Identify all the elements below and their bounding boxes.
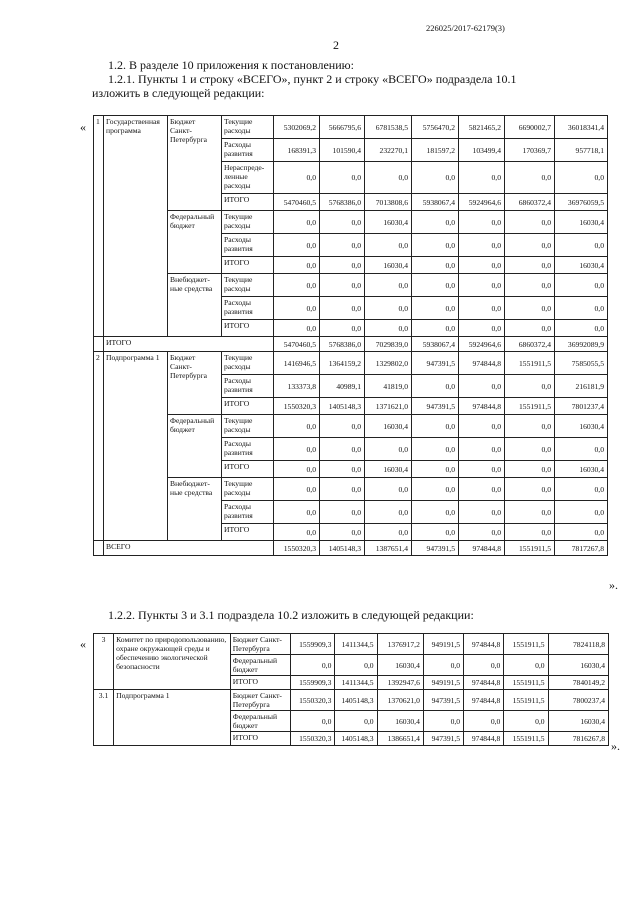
value-cell: 5756470,2 <box>412 116 459 139</box>
table-row <box>94 352 608 375</box>
value-cell: 1364159,2 <box>320 352 365 375</box>
value-cell: 1551911,5 <box>504 634 548 655</box>
value-cell: 0,0 <box>459 461 505 478</box>
closing-quote: ». <box>609 578 618 592</box>
value-cell: 0,0 <box>459 375 505 398</box>
budget-table-10-2 <box>93 633 609 746</box>
value-cell: 40989,1 <box>320 375 365 398</box>
value-cell: 0,0 <box>423 655 463 676</box>
value-cell: 0,0 <box>274 320 320 337</box>
value-cell: 947391,5 <box>412 398 459 415</box>
expense-type-cell: Бюджет Санкт-Петербурга <box>230 634 290 655</box>
value-cell: 0,0 <box>459 478 505 501</box>
table-row <box>94 274 608 297</box>
expense-type-cell: Текущие расходы <box>222 352 274 375</box>
value-cell: 0,0 <box>320 234 365 257</box>
document-number: 226025/2017-62179(3) <box>426 23 505 33</box>
value-cell: 0,0 <box>412 320 459 337</box>
value-cell: 6690002,7 <box>505 116 555 139</box>
value-cell: 1370621,0 <box>377 690 423 711</box>
value-cell: 1551911,5 <box>505 541 555 556</box>
value-cell: 0,0 <box>555 297 608 320</box>
value-cell: 0,0 <box>365 320 412 337</box>
value-cell: 5938067,4 <box>412 337 459 352</box>
expense-type-cell: Бюджет Санкт-Петербурга <box>230 690 290 711</box>
expense-type-cell: ИТОГО <box>222 194 274 211</box>
value-cell: 0,0 <box>459 501 505 524</box>
value-cell: 0,0 <box>365 274 412 297</box>
value-cell: 7840149,2 <box>548 676 608 690</box>
value-cell: 974844,8 <box>464 634 504 655</box>
value-cell: 5924964,6 <box>459 337 505 352</box>
value-cell: 0,0 <box>459 162 505 194</box>
value-cell: 170369,7 <box>505 139 555 162</box>
value-cell: 1405148,3 <box>320 398 365 415</box>
value-cell: 0,0 <box>412 257 459 274</box>
value-cell: 1387651,4 <box>365 541 412 556</box>
value-cell: 16030,4 <box>555 211 608 234</box>
value-cell: 6781538,5 <box>365 116 412 139</box>
value-cell: 947391,5 <box>423 690 463 711</box>
value-cell: 0,0 <box>365 524 412 541</box>
value-cell: 103499,4 <box>459 139 505 162</box>
value-cell: 947391,5 <box>412 352 459 375</box>
value-cell: 0,0 <box>505 297 555 320</box>
funding-source-cell: Бюджет Санкт-Петербурга <box>168 352 222 415</box>
expense-type-cell: ИТОГО <box>230 732 290 746</box>
value-cell: 7029839,0 <box>365 337 412 352</box>
value-cell: 0,0 <box>459 234 505 257</box>
value-cell: 0,0 <box>412 478 459 501</box>
value-cell: 36976059,5 <box>555 194 608 211</box>
value-cell: 0,0 <box>274 297 320 320</box>
opening-quote-2: « <box>80 637 86 651</box>
value-cell: 5470460,5 <box>274 194 320 211</box>
value-cell: 216181,9 <box>555 375 608 398</box>
value-cell: 0,0 <box>291 655 335 676</box>
value-cell: 7800237,4 <box>548 690 608 711</box>
program-name-cell: Подпрограмма 1 <box>104 352 168 541</box>
value-cell: 5768386,0 <box>320 194 365 211</box>
value-cell: 6860372,4 <box>505 337 555 352</box>
value-cell: 0,0 <box>320 415 365 438</box>
value-cell: 0,0 <box>555 234 608 257</box>
expense-type-cell: Расходы развития <box>222 234 274 257</box>
value-cell: 36992089,9 <box>555 337 608 352</box>
budget-table-10-1 <box>93 115 608 556</box>
value-cell: 0,0 <box>459 211 505 234</box>
value-cell: 0,0 <box>365 234 412 257</box>
value-cell: 0,0 <box>412 438 459 461</box>
empty-cell <box>94 541 104 556</box>
paragraph-1-2-1-continued: изложить в следующей редакции: <box>92 86 265 100</box>
value-cell: 0,0 <box>320 297 365 320</box>
value-cell: 0,0 <box>555 162 608 194</box>
funding-source-cell: Федеральный бюджет <box>168 211 222 274</box>
expense-type-cell: Расходы развития <box>222 375 274 398</box>
value-cell: 0,0 <box>555 524 608 541</box>
expense-type-cell: Расходы развития <box>222 297 274 320</box>
value-cell: 0,0 <box>320 274 365 297</box>
value-cell: 0,0 <box>505 501 555 524</box>
value-cell: 1405148,3 <box>320 541 365 556</box>
funding-source-cell: Федеральный бюджет <box>168 415 222 478</box>
value-cell: 947391,5 <box>412 541 459 556</box>
value-cell: 5938067,4 <box>412 194 459 211</box>
value-cell: 0,0 <box>555 478 608 501</box>
value-cell: 5821465,2 <box>459 116 505 139</box>
value-cell: 0,0 <box>320 501 365 524</box>
paragraph-1-2-1: 1.2.1. Пункты 1 и строку «ВСЕГО», пункт 2 и строку «ВСЕГО» подраздела 10.1 <box>108 72 517 86</box>
value-cell: 1550320,3 <box>291 732 335 746</box>
value-cell: 0,0 <box>412 375 459 398</box>
item-number-cell: 2 <box>94 352 104 541</box>
value-cell: 0,0 <box>335 655 377 676</box>
value-cell: 949191,5 <box>423 634 463 655</box>
expense-type-cell: ИТОГО <box>222 398 274 415</box>
value-cell: 0,0 <box>335 711 377 732</box>
table-row <box>94 478 608 501</box>
value-cell: 1550320,3 <box>274 541 320 556</box>
value-cell: 0,0 <box>412 234 459 257</box>
value-cell: 0,0 <box>365 501 412 524</box>
value-cell: 0,0 <box>320 257 365 274</box>
value-cell: 7824118,8 <box>548 634 608 655</box>
value-cell: 181597,2 <box>412 139 459 162</box>
value-cell: 5470460,5 <box>274 337 320 352</box>
value-cell: 0,0 <box>505 478 555 501</box>
value-cell: 0,0 <box>505 162 555 194</box>
value-cell: 0,0 <box>412 501 459 524</box>
table-row <box>94 116 608 139</box>
value-cell: 0,0 <box>274 478 320 501</box>
value-cell: 168391,3 <box>274 139 320 162</box>
value-cell: 0,0 <box>365 478 412 501</box>
expense-type-cell: Текущие расходы <box>222 415 274 438</box>
value-cell: 0,0 <box>459 297 505 320</box>
value-cell: 0,0 <box>423 711 463 732</box>
value-cell: 0,0 <box>459 524 505 541</box>
value-cell: 0,0 <box>320 211 365 234</box>
empty-cell <box>94 337 104 352</box>
value-cell: 1411344,5 <box>335 634 377 655</box>
value-cell: 974844,8 <box>464 690 504 711</box>
value-cell: 1405148,3 <box>335 732 377 746</box>
value-cell: 974844,8 <box>464 676 504 690</box>
value-cell: 0,0 <box>274 257 320 274</box>
value-cell: 0,0 <box>555 320 608 337</box>
value-cell: 974844,8 <box>459 398 505 415</box>
value-cell: 1376917,2 <box>377 634 423 655</box>
value-cell: 7816267,8 <box>548 732 608 746</box>
expense-type-cell: Расходы развития <box>222 438 274 461</box>
value-cell: 16030,4 <box>377 655 423 676</box>
value-cell: 0,0 <box>412 211 459 234</box>
value-cell: 16030,4 <box>365 211 412 234</box>
value-cell: 0,0 <box>412 162 459 194</box>
value-cell: 0,0 <box>412 415 459 438</box>
value-cell: 1551911,5 <box>504 732 548 746</box>
value-cell: 0,0 <box>505 320 555 337</box>
value-cell: 36018341,4 <box>555 116 608 139</box>
value-cell: 16030,4 <box>555 257 608 274</box>
value-cell: 0,0 <box>320 461 365 478</box>
value-cell: 16030,4 <box>365 415 412 438</box>
paragraph-1-2-2: 1.2.2. Пункты 3 и 3.1 подраздела 10.2 изложить в следующей редакции: <box>108 608 474 622</box>
expense-type-cell: Текущие расходы <box>222 116 274 139</box>
value-cell: 974844,8 <box>464 732 504 746</box>
table-row <box>94 415 608 438</box>
program-name-cell: Комитет по природопользованию, охране окружающей среды и обеспечению экологической безопасности <box>114 634 231 690</box>
expense-type-cell: ИТОГО <box>222 257 274 274</box>
value-cell: 957718,1 <box>555 139 608 162</box>
item-number-cell: 1 <box>94 116 104 337</box>
value-cell: 0,0 <box>320 320 365 337</box>
expense-type-cell: Текущие расходы <box>222 211 274 234</box>
value-cell: 1551911,5 <box>504 676 548 690</box>
value-cell: 0,0 <box>459 438 505 461</box>
value-cell: 1392947,6 <box>377 676 423 690</box>
value-cell: 0,0 <box>464 655 504 676</box>
value-cell: 974844,8 <box>459 352 505 375</box>
value-cell: 0,0 <box>555 274 608 297</box>
value-cell: 7013808,6 <box>365 194 412 211</box>
value-cell: 0,0 <box>365 297 412 320</box>
value-cell: 0,0 <box>274 438 320 461</box>
value-cell: 974844,8 <box>459 541 505 556</box>
value-cell: 1405148,3 <box>335 690 377 711</box>
value-cell: 0,0 <box>365 438 412 461</box>
expense-type-cell: ИТОГО <box>222 524 274 541</box>
value-cell: 1550320,3 <box>291 690 335 711</box>
value-cell: 1550320,3 <box>274 398 320 415</box>
value-cell: 0,0 <box>412 524 459 541</box>
value-cell: 16030,4 <box>555 415 608 438</box>
value-cell: 0,0 <box>320 478 365 501</box>
funding-source-cell: Бюджет Санкт-Петербурга <box>168 116 222 211</box>
value-cell: 0,0 <box>459 257 505 274</box>
table-row <box>94 337 608 352</box>
value-cell: 0,0 <box>555 501 608 524</box>
value-cell: 1551911,5 <box>504 690 548 711</box>
value-cell: 5302069,2 <box>274 116 320 139</box>
table-row <box>94 690 609 711</box>
value-cell: 5924964,6 <box>459 194 505 211</box>
expense-type-cell: Расходы развития <box>222 501 274 524</box>
value-cell: 6860372,4 <box>505 194 555 211</box>
value-cell: 0,0 <box>274 211 320 234</box>
funding-source-cell: Внебюджет-ные средства <box>168 274 222 337</box>
value-cell: 1371621,0 <box>365 398 412 415</box>
value-cell: 0,0 <box>412 274 459 297</box>
expense-type-cell: ИТОГО <box>222 320 274 337</box>
item-number-cell: 3.1 <box>94 690 114 746</box>
value-cell: 7817267,8 <box>555 541 608 556</box>
value-cell: 16030,4 <box>365 257 412 274</box>
expense-type-cell: Федеральный бюджет <box>230 655 290 676</box>
value-cell: 0,0 <box>505 274 555 297</box>
value-cell: 0,0 <box>505 524 555 541</box>
table-row <box>94 634 609 655</box>
value-cell: 1559909,3 <box>291 634 335 655</box>
value-cell: 0,0 <box>412 297 459 320</box>
value-cell: 16030,4 <box>548 655 608 676</box>
value-cell: 949191,5 <box>423 676 463 690</box>
value-cell: 1559909,3 <box>291 676 335 690</box>
closing-quote-2: ». <box>611 739 620 753</box>
value-cell: 5768386,0 <box>320 337 365 352</box>
opening-quote: « <box>80 120 86 134</box>
value-cell: 0,0 <box>505 211 555 234</box>
expense-type-cell: Расходы развития <box>222 139 274 162</box>
grand-total-label-cell: ВСЕГО <box>104 541 274 556</box>
value-cell: 0,0 <box>274 234 320 257</box>
value-cell: 7585055,5 <box>555 352 608 375</box>
value-cell: 1411344,5 <box>335 676 377 690</box>
value-cell: 133373,8 <box>274 375 320 398</box>
value-cell: 41819,0 <box>365 375 412 398</box>
value-cell: 0,0 <box>555 438 608 461</box>
value-cell: 0,0 <box>464 711 504 732</box>
expense-type-cell: Нераспреде-ленные расходы <box>222 162 274 194</box>
value-cell: 0,0 <box>505 234 555 257</box>
program-name-cell: Государственная программа <box>104 116 168 337</box>
expense-type-cell: Текущие расходы <box>222 478 274 501</box>
expense-type-cell: Федеральный бюджет <box>230 711 290 732</box>
program-name-cell: Подпрограмма 1 <box>114 690 231 746</box>
expense-type-cell: ИТОГО <box>222 461 274 478</box>
value-cell: 0,0 <box>274 415 320 438</box>
value-cell: 0,0 <box>274 162 320 194</box>
value-cell: 1551911,5 <box>505 398 555 415</box>
value-cell: 0,0 <box>412 461 459 478</box>
value-cell: 7801237,4 <box>555 398 608 415</box>
page-number: 2 <box>333 38 339 52</box>
value-cell: 101590,4 <box>320 139 365 162</box>
value-cell: 0,0 <box>459 415 505 438</box>
value-cell: 1416946,5 <box>274 352 320 375</box>
expense-type-cell: Текущие расходы <box>222 274 274 297</box>
value-cell: 1551911,5 <box>505 352 555 375</box>
value-cell: 0,0 <box>505 461 555 478</box>
value-cell: 0,0 <box>274 501 320 524</box>
value-cell: 0,0 <box>274 524 320 541</box>
item-number-cell: 3 <box>94 634 114 690</box>
value-cell: 0,0 <box>274 461 320 478</box>
value-cell: 0,0 <box>459 274 505 297</box>
value-cell: 232270,1 <box>365 139 412 162</box>
value-cell: 0,0 <box>505 415 555 438</box>
value-cell: 0,0 <box>504 655 548 676</box>
value-cell: 0,0 <box>320 162 365 194</box>
paragraph-1-2: 1.2. В разделе 10 приложения к постановлению: <box>108 58 354 72</box>
value-cell: 1386651,4 <box>377 732 423 746</box>
table-row <box>94 541 608 556</box>
value-cell: 0,0 <box>505 438 555 461</box>
total-label-cell: ИТОГО <box>104 337 274 352</box>
value-cell: 16030,4 <box>365 461 412 478</box>
value-cell: 0,0 <box>274 274 320 297</box>
value-cell: 0,0 <box>505 257 555 274</box>
value-cell: 0,0 <box>505 375 555 398</box>
value-cell: 947391,5 <box>423 732 463 746</box>
table-row <box>94 211 608 234</box>
value-cell: 0,0 <box>365 162 412 194</box>
expense-type-cell: ИТОГО <box>230 676 290 690</box>
value-cell: 16030,4 <box>377 711 423 732</box>
funding-source-cell: Внебюджет-ные средства <box>168 478 222 541</box>
value-cell: 0,0 <box>320 524 365 541</box>
value-cell: 0,0 <box>320 438 365 461</box>
value-cell: 16030,4 <box>555 461 608 478</box>
value-cell: 0,0 <box>459 320 505 337</box>
value-cell: 16030,4 <box>548 711 608 732</box>
value-cell: 0,0 <box>504 711 548 732</box>
value-cell: 1329802,0 <box>365 352 412 375</box>
value-cell: 5666795,6 <box>320 116 365 139</box>
value-cell: 0,0 <box>291 711 335 732</box>
